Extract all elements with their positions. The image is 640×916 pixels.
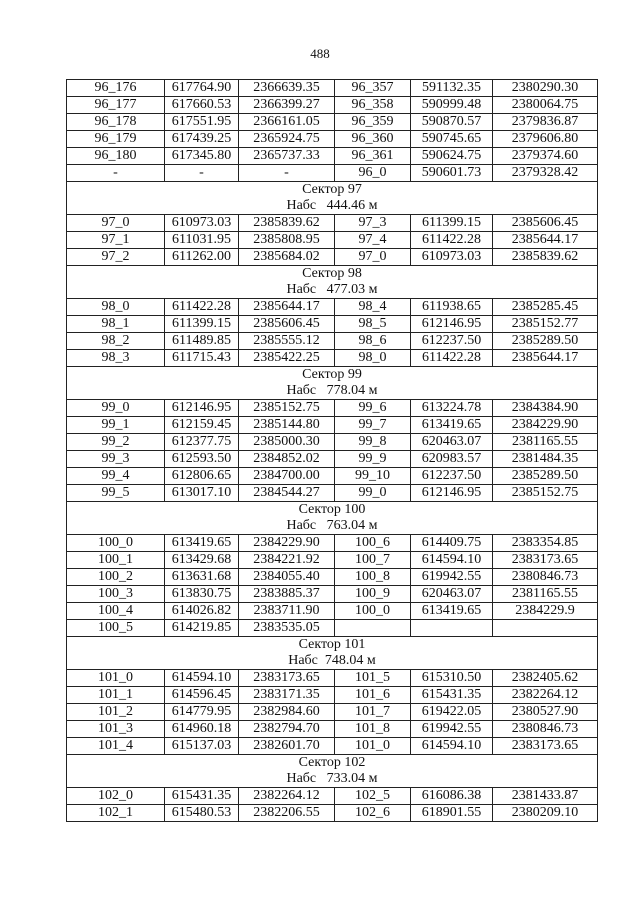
- point-name-cell: 98_4: [335, 299, 411, 316]
- point-name-cell: 100_6: [335, 535, 411, 552]
- x-coordinate-cell: 616086.38: [411, 788, 493, 805]
- point-name-cell: 102_6: [335, 805, 411, 822]
- sector-title: Сектор 98: [67, 266, 598, 283]
- table-row: [67, 232, 598, 249]
- point-name-cell: 99_10: [335, 468, 411, 485]
- point-name-cell: 96_358: [335, 97, 411, 114]
- table-row: [67, 721, 598, 738]
- y-coordinate-cell: 2383885.37: [239, 586, 335, 603]
- y-coordinate-cell: 2383171.35: [239, 687, 335, 704]
- point-name-cell: 100_3: [67, 586, 165, 603]
- point-name-cell: 99_7: [335, 417, 411, 434]
- x-coordinate-cell: 612159.45: [165, 417, 239, 434]
- point-name-cell: 100_9: [335, 586, 411, 603]
- x-coordinate-cell: 613830.75: [165, 586, 239, 603]
- sector-heading-row: [67, 182, 598, 199]
- point-name-cell: 101_6: [335, 687, 411, 704]
- point-name-cell: 99_8: [335, 434, 411, 451]
- habs-elevation-row: [67, 383, 598, 400]
- y-coordinate-cell: 2381484.35: [493, 451, 598, 468]
- x-coordinate-cell: 617439.25: [165, 131, 239, 148]
- point-name-cell: 97_4: [335, 232, 411, 249]
- x-coordinate-cell: 614594.10: [411, 738, 493, 755]
- y-coordinate-cell: 2385422.25: [239, 350, 335, 367]
- table-row: [67, 165, 598, 182]
- y-coordinate-cell: 2380064.75: [493, 97, 598, 114]
- y-coordinate-cell: 2385152.75: [493, 485, 598, 502]
- point-name-cell: 101_1: [67, 687, 165, 704]
- x-coordinate-cell: 612146.95: [411, 485, 493, 502]
- table-row: [67, 114, 598, 131]
- page-number: 488: [310, 46, 330, 61]
- point-name-cell: 101_0: [67, 670, 165, 687]
- sector-title: Сектор 101: [67, 637, 598, 654]
- habs-elevation: Набс 444.46 м: [67, 198, 598, 215]
- table-row: [67, 569, 598, 586]
- x-coordinate-cell: 612593.50: [165, 451, 239, 468]
- point-name-cell: 100_0: [335, 603, 411, 620]
- point-name-cell: 98_2: [67, 333, 165, 350]
- point-name-cell: 99_0: [335, 485, 411, 502]
- x-coordinate-cell: 614409.75: [411, 535, 493, 552]
- y-coordinate-cell: 2366161.05: [239, 114, 335, 131]
- x-coordinate-cell: 590745.65: [411, 131, 493, 148]
- y-coordinate-cell: 2384852.02: [239, 451, 335, 468]
- coordinates-table: [66, 79, 598, 822]
- x-coordinate-cell: 611262.00: [165, 249, 239, 266]
- x-coordinate-cell: 611422.28: [165, 299, 239, 316]
- x-coordinate-cell: 591132.35: [411, 80, 493, 97]
- x-coordinate-cell: 619942.55: [411, 721, 493, 738]
- x-coordinate-cell: 613224.78: [411, 400, 493, 417]
- y-coordinate-cell: 2366639.35: [239, 80, 335, 97]
- point-name-cell: 101_3: [67, 721, 165, 738]
- point-name-cell: 102_1: [67, 805, 165, 822]
- y-coordinate-cell: 2365924.75: [239, 131, 335, 148]
- point-name-cell: 98_5: [335, 316, 411, 333]
- table-row: [67, 687, 598, 704]
- x-coordinate-cell: [411, 620, 493, 637]
- y-coordinate-cell: 2385289.50: [493, 468, 598, 485]
- table-row: [67, 788, 598, 805]
- table-row: [67, 434, 598, 451]
- x-coordinate-cell: 614596.45: [165, 687, 239, 704]
- habs-elevation-row: [67, 771, 598, 788]
- x-coordinate-cell: 590624.75: [411, 148, 493, 165]
- y-coordinate-cell: 2383354.85: [493, 535, 598, 552]
- table-row: [67, 333, 598, 350]
- point-name-cell: 99_9: [335, 451, 411, 468]
- y-coordinate-cell: 2383535.05: [239, 620, 335, 637]
- y-coordinate-cell: 2385684.02: [239, 249, 335, 266]
- table-row: [67, 417, 598, 434]
- point-name-cell: 100_5: [67, 620, 165, 637]
- habs-elevation-row: [67, 198, 598, 215]
- table-row: [67, 468, 598, 485]
- x-coordinate-cell: 613017.10: [165, 485, 239, 502]
- y-coordinate-cell: 2382984.60: [239, 704, 335, 721]
- point-name-cell: 96_361: [335, 148, 411, 165]
- y-coordinate-cell: 2384221.92: [239, 552, 335, 569]
- y-coordinate-cell: 2385144.80: [239, 417, 335, 434]
- table-row: [67, 485, 598, 502]
- y-coordinate-cell: 2382405.62: [493, 670, 598, 687]
- y-coordinate-cell: 2384384.90: [493, 400, 598, 417]
- point-name-cell: 97_0: [335, 249, 411, 266]
- point-name-cell: 99_5: [67, 485, 165, 502]
- x-coordinate-cell: 610973.03: [411, 249, 493, 266]
- point-name-cell: 97_1: [67, 232, 165, 249]
- y-coordinate-cell: 2383711.90: [239, 603, 335, 620]
- table-row: [67, 451, 598, 468]
- x-coordinate-cell: 615431.35: [165, 788, 239, 805]
- x-coordinate-cell: 611031.95: [165, 232, 239, 249]
- x-coordinate-cell: 610973.03: [165, 215, 239, 232]
- x-coordinate-cell: 619422.05: [411, 704, 493, 721]
- y-coordinate-cell: 2381165.55: [493, 586, 598, 603]
- point-name-cell: 96_360: [335, 131, 411, 148]
- y-coordinate-cell: 2385555.12: [239, 333, 335, 350]
- y-coordinate-cell: 2379328.42: [493, 165, 598, 182]
- sector-heading-row: [67, 367, 598, 384]
- point-name-cell: 97_3: [335, 215, 411, 232]
- sector-title: Сектор 99: [67, 367, 598, 384]
- point-name-cell: 97_2: [67, 249, 165, 266]
- sector-title: Сектор 97: [67, 182, 598, 199]
- table-row: [67, 350, 598, 367]
- y-coordinate-cell: 2385644.17: [493, 232, 598, 249]
- table-row: [67, 316, 598, 333]
- habs-elevation: Набс 778.04 м: [67, 383, 598, 400]
- x-coordinate-cell: -: [165, 165, 239, 182]
- point-name-cell: 96_176: [67, 80, 165, 97]
- y-coordinate-cell: 2380209.10: [493, 805, 598, 822]
- point-name-cell: 101_2: [67, 704, 165, 721]
- habs-elevation-row: [67, 518, 598, 535]
- point-name-cell: 101_8: [335, 721, 411, 738]
- x-coordinate-cell: 614779.95: [165, 704, 239, 721]
- y-coordinate-cell: 2384544.27: [239, 485, 335, 502]
- y-coordinate-cell: 2385644.17: [493, 350, 598, 367]
- point-name-cell: 101_7: [335, 704, 411, 721]
- sector-heading-row: [67, 755, 598, 772]
- point-name-cell: 96_0: [335, 165, 411, 182]
- point-name-cell: [335, 620, 411, 637]
- x-coordinate-cell: 614960.18: [165, 721, 239, 738]
- point-name-cell: 96_180: [67, 148, 165, 165]
- table-row: [67, 603, 598, 620]
- y-coordinate-cell: 2380527.90: [493, 704, 598, 721]
- habs-elevation: Набс 748.04 м: [67, 653, 598, 670]
- y-coordinate-cell: 2385285.45: [493, 299, 598, 316]
- y-coordinate-cell: 2384229.90: [493, 417, 598, 434]
- point-name-cell: 101_0: [335, 738, 411, 755]
- y-coordinate-cell: 2380846.73: [493, 721, 598, 738]
- y-coordinate-cell: 2366399.27: [239, 97, 335, 114]
- y-coordinate-cell: 2385839.62: [493, 249, 598, 266]
- y-coordinate-cell: 2380846.73: [493, 569, 598, 586]
- point-name-cell: 99_4: [67, 468, 165, 485]
- habs-elevation: Набс 763.04 м: [67, 518, 598, 535]
- point-name-cell: 98_3: [67, 350, 165, 367]
- table-row: [67, 148, 598, 165]
- table-row: [67, 80, 598, 97]
- point-name-cell: 100_0: [67, 535, 165, 552]
- point-name-cell: 99_1: [67, 417, 165, 434]
- y-coordinate-cell: 2383173.65: [493, 552, 598, 569]
- y-coordinate-cell: 2384055.40: [239, 569, 335, 586]
- x-coordinate-cell: 590870.57: [411, 114, 493, 131]
- x-coordinate-cell: 620983.57: [411, 451, 493, 468]
- y-coordinate-cell: 2385152.75: [239, 400, 335, 417]
- point-name-cell: 96_177: [67, 97, 165, 114]
- x-coordinate-cell: 611399.15: [411, 215, 493, 232]
- y-coordinate-cell: 2385808.95: [239, 232, 335, 249]
- y-coordinate-cell: 2385644.17: [239, 299, 335, 316]
- table-row: [67, 535, 598, 552]
- x-coordinate-cell: 613429.68: [165, 552, 239, 569]
- x-coordinate-cell: 617660.53: [165, 97, 239, 114]
- x-coordinate-cell: 619942.55: [411, 569, 493, 586]
- y-coordinate-cell: 2384700.00: [239, 468, 335, 485]
- sector-title: Сектор 100: [67, 502, 598, 519]
- x-coordinate-cell: 613419.65: [411, 603, 493, 620]
- y-coordinate-cell: 2380290.30: [493, 80, 598, 97]
- table-row: [67, 704, 598, 721]
- habs-elevation: Набс 733.04 м: [67, 771, 598, 788]
- x-coordinate-cell: 613631.68: [165, 569, 239, 586]
- y-coordinate-cell: 2383173.65: [239, 670, 335, 687]
- sector-heading-row: [67, 266, 598, 283]
- y-coordinate-cell: 2382206.55: [239, 805, 335, 822]
- sector-heading-row: [67, 637, 598, 654]
- point-name-cell: 96_359: [335, 114, 411, 131]
- point-name-cell: 99_2: [67, 434, 165, 451]
- x-coordinate-cell: 611489.85: [165, 333, 239, 350]
- x-coordinate-cell: 590601.73: [411, 165, 493, 182]
- point-name-cell: 102_5: [335, 788, 411, 805]
- y-coordinate-cell: 2382794.70: [239, 721, 335, 738]
- point-name-cell: 98_1: [67, 316, 165, 333]
- y-coordinate-cell: 2385000.30: [239, 434, 335, 451]
- table-row: [67, 249, 598, 266]
- y-coordinate-cell: 2381433.87: [493, 788, 598, 805]
- table-row: [67, 670, 598, 687]
- point-name-cell: 97_0: [67, 215, 165, 232]
- habs-elevation-row: [67, 653, 598, 670]
- point-name-cell: 98_0: [335, 350, 411, 367]
- x-coordinate-cell: 617764.90: [165, 80, 239, 97]
- y-coordinate-cell: -: [239, 165, 335, 182]
- point-name-cell: 101_5: [335, 670, 411, 687]
- table-row: [67, 400, 598, 417]
- x-coordinate-cell: 618901.55: [411, 805, 493, 822]
- point-name-cell: 101_4: [67, 738, 165, 755]
- y-coordinate-cell: 2365737.33: [239, 148, 335, 165]
- point-name-cell: 99_0: [67, 400, 165, 417]
- x-coordinate-cell: 612806.65: [165, 468, 239, 485]
- x-coordinate-cell: 614026.82: [165, 603, 239, 620]
- x-coordinate-cell: 590999.48: [411, 97, 493, 114]
- sector-heading-row: [67, 502, 598, 519]
- x-coordinate-cell: 613419.65: [411, 417, 493, 434]
- habs-elevation: Набс 477.03 м: [67, 282, 598, 299]
- point-name-cell: 96_179: [67, 131, 165, 148]
- table-row: [67, 299, 598, 316]
- x-coordinate-cell: 611422.28: [411, 350, 493, 367]
- x-coordinate-cell: 620463.07: [411, 434, 493, 451]
- x-coordinate-cell: 615137.03: [165, 738, 239, 755]
- point-name-cell: 98_0: [67, 299, 165, 316]
- table-row: [67, 738, 598, 755]
- y-coordinate-cell: 2384229.90: [239, 535, 335, 552]
- x-coordinate-cell: 614594.10: [411, 552, 493, 569]
- point-name-cell: 100_2: [67, 569, 165, 586]
- y-coordinate-cell: 2379606.80: [493, 131, 598, 148]
- y-coordinate-cell: 2385839.62: [239, 215, 335, 232]
- y-coordinate-cell: 2385289.50: [493, 333, 598, 350]
- table-row: [67, 805, 598, 822]
- x-coordinate-cell: 611422.28: [411, 232, 493, 249]
- y-coordinate-cell: 2384229.9: [493, 603, 598, 620]
- x-coordinate-cell: 615310.50: [411, 670, 493, 687]
- y-coordinate-cell: 2382264.12: [493, 687, 598, 704]
- x-coordinate-cell: 620463.07: [411, 586, 493, 603]
- x-coordinate-cell: 611938.65: [411, 299, 493, 316]
- y-coordinate-cell: 2382264.12: [239, 788, 335, 805]
- x-coordinate-cell: 612146.95: [411, 316, 493, 333]
- y-coordinate-cell: 2385606.45: [239, 316, 335, 333]
- point-name-cell: 96_178: [67, 114, 165, 131]
- y-coordinate-cell: 2382601.70: [239, 738, 335, 755]
- table-row: [67, 620, 598, 637]
- x-coordinate-cell: 612237.50: [411, 468, 493, 485]
- point-name-cell: 98_6: [335, 333, 411, 350]
- point-name-cell: 100_7: [335, 552, 411, 569]
- sector-title: Сектор 102: [67, 755, 598, 772]
- x-coordinate-cell: 612377.75: [165, 434, 239, 451]
- point-name-cell: 99_6: [335, 400, 411, 417]
- x-coordinate-cell: 614219.85: [165, 620, 239, 637]
- y-coordinate-cell: 2383173.65: [493, 738, 598, 755]
- table-row: [67, 586, 598, 603]
- table-row: [67, 215, 598, 232]
- x-coordinate-cell: 612146.95: [165, 400, 239, 417]
- point-name-cell: -: [67, 165, 165, 182]
- y-coordinate-cell: 2385606.45: [493, 215, 598, 232]
- point-name-cell: 99_3: [67, 451, 165, 468]
- point-name-cell: 102_0: [67, 788, 165, 805]
- x-coordinate-cell: 612237.50: [411, 333, 493, 350]
- x-coordinate-cell: 615480.53: [165, 805, 239, 822]
- x-coordinate-cell: 614594.10: [165, 670, 239, 687]
- x-coordinate-cell: 611715.43: [165, 350, 239, 367]
- y-coordinate-cell: 2381165.55: [493, 434, 598, 451]
- point-name-cell: 100_4: [67, 603, 165, 620]
- table-row: [67, 552, 598, 569]
- table-row: [67, 131, 598, 148]
- y-coordinate-cell: 2379374.60: [493, 148, 598, 165]
- y-coordinate-cell: 2385152.77: [493, 316, 598, 333]
- point-name-cell: 96_357: [335, 80, 411, 97]
- point-name-cell: 100_1: [67, 552, 165, 569]
- habs-elevation-row: [67, 282, 598, 299]
- x-coordinate-cell: 615431.35: [411, 687, 493, 704]
- x-coordinate-cell: 613419.65: [165, 535, 239, 552]
- x-coordinate-cell: 617345.80: [165, 148, 239, 165]
- table-row: [67, 97, 598, 114]
- y-coordinate-cell: [493, 620, 598, 637]
- y-coordinate-cell: 2379836.87: [493, 114, 598, 131]
- x-coordinate-cell: 611399.15: [165, 316, 239, 333]
- point-name-cell: 100_8: [335, 569, 411, 586]
- x-coordinate-cell: 617551.95: [165, 114, 239, 131]
